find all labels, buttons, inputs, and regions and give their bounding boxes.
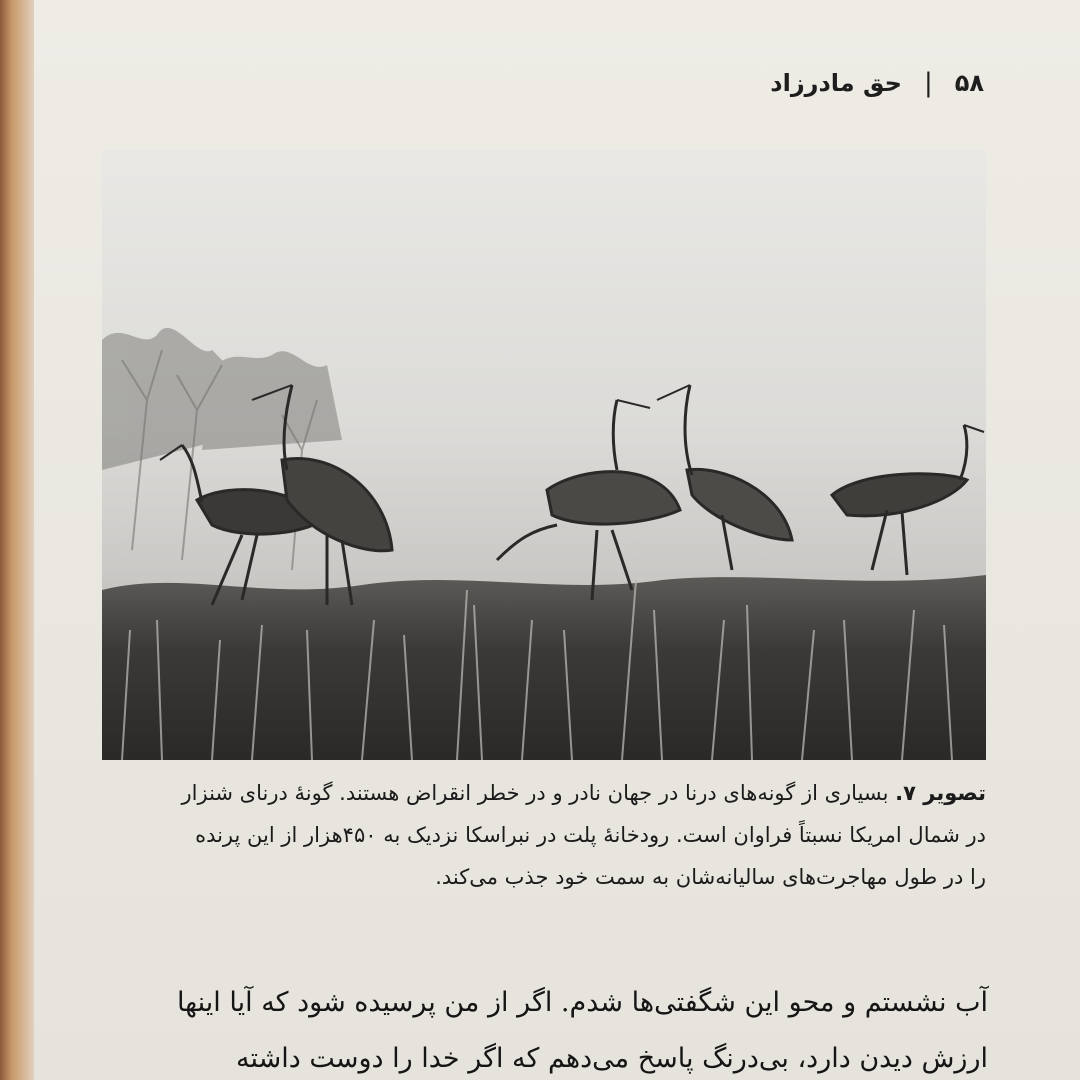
caption-line-1: [86, 772, 986, 814]
body-line-1: آب نشستم و محو این شگفتی‌ها شدم. اگر از من پرسیده شود که آیا اینها: [176, 987, 988, 1018]
figure-label: تصویر ۷.: [895, 781, 986, 805]
header-separator: |: [923, 68, 933, 98]
book-page: [34, 0, 1080, 1080]
caption-line-2: در شمال امریکا نسبتاً فراوان است. رودخانهٔ پلت در نبراسکا نزدیک به ۴۵۰هزار از این پرنده: [195, 823, 986, 847]
body-text: [68, 975, 988, 1080]
book-title: حق مادرزاد: [770, 69, 902, 97]
page-number: ۵۸: [954, 69, 984, 97]
caption-line-1-text: بسیاری از گونه‌های درنا در جهان نادر و در خطر انقراض هستند. گونهٔ درنای شنزار: [181, 781, 896, 805]
caption-line-3: را در طول مهاجرت‌های سالیانه‌شان به سمت خود جذب می‌کند.: [435, 865, 986, 889]
body-line-2: ارزش دیدن دارد، بی‌درنگ پاسخ می‌دهم که اگر خدا را دوست داشته: [236, 1043, 988, 1074]
grass-field: [102, 575, 986, 760]
running-head: [770, 68, 984, 98]
crane-photo: [102, 150, 986, 760]
figure-caption: [86, 772, 986, 898]
crane-photo-svg: [102, 150, 986, 760]
